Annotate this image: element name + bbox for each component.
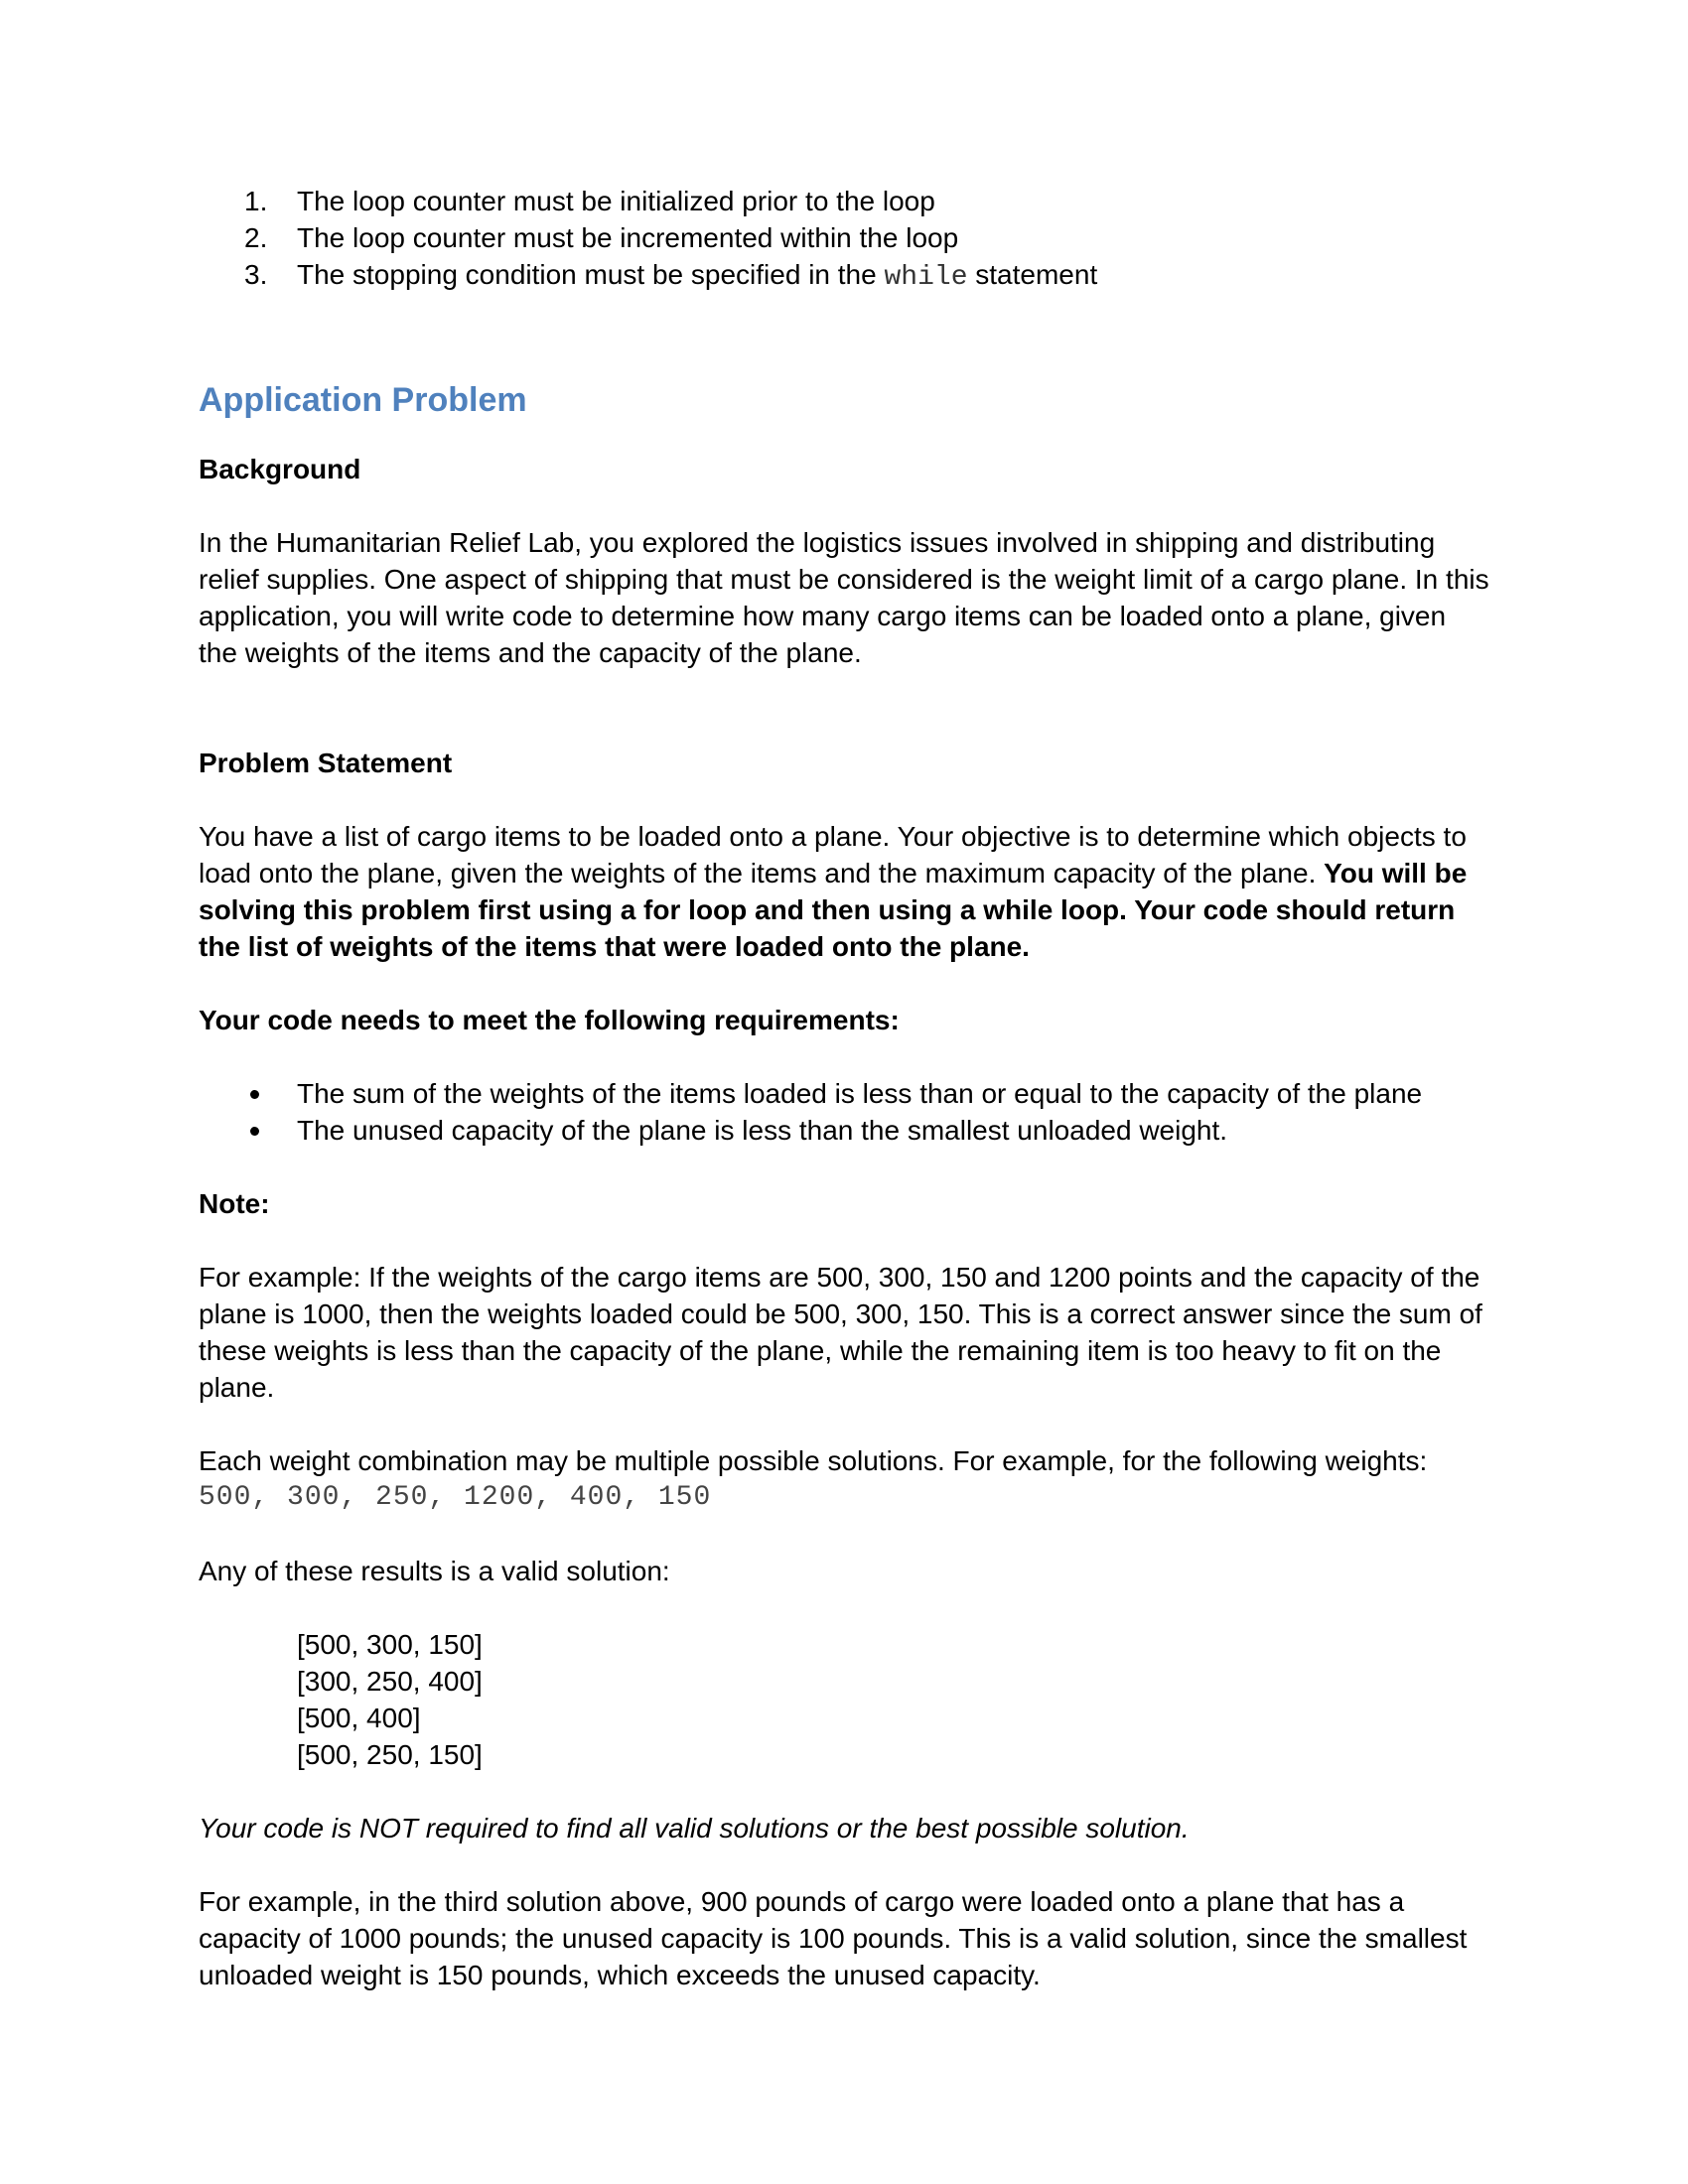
example-paragraph: For example: If the weights of the cargo items are 500, 300, 150 and 1200 points and the capacity of the plane is 1000, then the weights loaded could be 500, 300, 150. This is a correct answer since the sum of these weights is less than the capacity of the plane, while the remaining item is too heavy to fit on the plane. (199, 1262, 1482, 1403)
bullet-icon (250, 1090, 259, 1099)
combination-text: Each weight combination may be multiple possible solutions. For example, for the following weights: (199, 1445, 1428, 1476)
bullet-icon (250, 1127, 259, 1136)
problem-heading: Problem Statement (199, 748, 453, 778)
document-page (199, 183, 1489, 2030)
weights-code: 500, 300, 250, 1200, 400, 150 (199, 1482, 712, 1513)
list-item (199, 1112, 1489, 1149)
list-item-text: The unused capacity of the plane is less than the smallest unloaded weight. (297, 1115, 1228, 1146)
list-item-text: statement (967, 259, 1098, 290)
problem-text-bold: You will be solving this problem first using a for loop and then using a while loop. Your code should return the list of weights of the items that were loaded onto the plane. (199, 858, 1468, 962)
valid-intro: Any of these results is a valid solution: (199, 1556, 670, 1586)
requirements-list (199, 1075, 1489, 1149)
solution-item: [500, 250, 150] (297, 1739, 483, 1770)
list-number: 3. (244, 259, 268, 290)
list-number: 1. (244, 186, 268, 216)
list-item-text: The loop counter must be incremented within the loop (297, 222, 959, 253)
requirements-heading: Your code needs to meet the following requirements: (199, 1005, 900, 1035)
loop-rules-list (199, 183, 1489, 293)
solutions-list (297, 1626, 1489, 1773)
list-number: 2. (244, 222, 268, 253)
section-title: Application Problem (199, 381, 527, 419)
background-heading: Background (199, 454, 361, 484)
problem-paragraph (199, 818, 1489, 965)
solution-item: [300, 250, 400] (297, 1666, 483, 1697)
list-item-text: The sum of the weights of the items loaded is less than or equal to the capacity of the plane (297, 1078, 1423, 1109)
list-item (199, 219, 1489, 256)
solution-item: [500, 400] (297, 1703, 421, 1733)
combination-paragraph (199, 1442, 1489, 1516)
solution-item: [500, 300, 150] (297, 1629, 483, 1660)
list-item-text: The loop counter must be initialized prior to the loop (297, 186, 935, 216)
final-paragraph: For example, in the third solution above, 900 pounds of cargo were loaded onto a plane that has a capacity of 1000 pounds; the unused capacity is 100 pounds. This is a valid solution, since the smallest unloaded weight is 150 pounds, which exceeds the unused capacity. (199, 1886, 1468, 1990)
note-heading: Note: (199, 1188, 270, 1219)
list-item (199, 256, 1489, 293)
background-paragraph: In the Humanitarian Relief Lab, you explored the logistics issues involved in shipping and distributing relief supplies. One aspect of shipping that must be considered is the weight limit of a cargo plane. In this application, you will write code to determine how many cargo items can be loaded onto a plane, given the weights of the items and the capacity of the plane. (199, 527, 1489, 668)
list-item (199, 1075, 1489, 1112)
inline-code: while (884, 262, 968, 293)
list-item-text: The stopping condition must be specified in the (297, 259, 885, 290)
list-item (199, 183, 1489, 219)
problem-text: You have a list of cargo items to be loaded onto a plane. Your objective is to determine which objects to load onto the plane, given the weights of the items and the maximum capacity of the plane. (199, 821, 1467, 888)
italic-note: Your code is NOT required to find all valid solutions or the best possible solution. (199, 1813, 1190, 1843)
